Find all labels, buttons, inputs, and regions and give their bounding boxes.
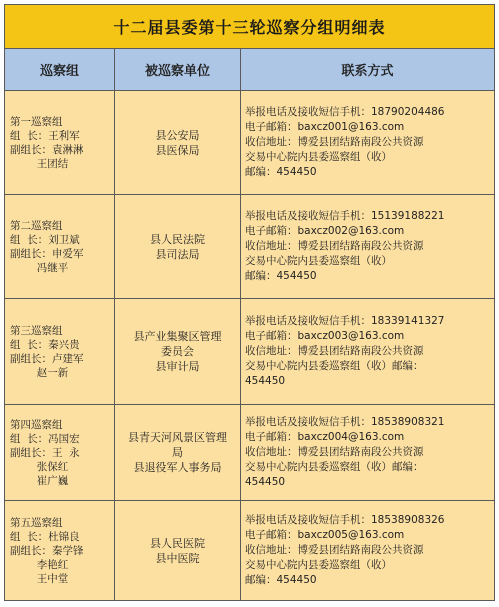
unit-line: 委员会 — [161, 345, 194, 358]
group-line: 第一巡察组 — [10, 115, 63, 128]
contact-line: 收信地址：博爱县团结路南段公共资源 — [245, 136, 424, 148]
contact-cell — [241, 91, 494, 194]
group-cell — [5, 91, 115, 194]
contact-line: 454450 — [245, 476, 286, 488]
contact-line: 电子邮箱：baxcz005@163.com — [245, 529, 405, 541]
group-line: 组 长：冯国宏 — [10, 432, 80, 445]
unit-line: 县医保局 — [155, 143, 200, 157]
contact-cell — [241, 405, 494, 500]
group-line: 组 长：杜锦良 — [10, 530, 80, 543]
group-line: 组 长：刘卫斌 — [10, 233, 80, 246]
contact-line: 交易中心院内县委巡察组（收） — [245, 151, 392, 163]
unit-line: 县中医院 — [155, 551, 200, 565]
contact-line: 举报电话及接收短信手机：18790204486 — [245, 106, 445, 118]
unit-line: 县司法局 — [155, 247, 200, 261]
group-line: 崔广巍 — [10, 474, 69, 487]
contact-line: 收信地址：博爱县团结路南段公共资源 — [245, 240, 424, 252]
group-line: 第三巡察组 — [10, 324, 63, 337]
unit-line: 县审计局 — [155, 360, 200, 373]
group-line: 第二巡察组 — [10, 219, 63, 232]
unit-line: 局 — [172, 446, 183, 459]
contact-line: 交易中心院内县委巡察组（收）邮编： — [245, 360, 424, 372]
group-cell — [5, 299, 115, 404]
unit-cell — [115, 405, 241, 500]
unit-line: 县退役军人事务局 — [133, 461, 222, 474]
header-row — [5, 49, 494, 91]
unit-cell — [115, 91, 241, 194]
header-contact: 联系方式 — [341, 64, 394, 79]
group-line: 副组长：王 永 — [10, 446, 80, 459]
group-cell — [5, 195, 115, 298]
table-title: 十二届县委第十三轮巡察分组明细表 — [5, 5, 494, 49]
group-line: 副组长：卢建军 — [10, 352, 84, 365]
unit-line: 县人民法院 — [150, 232, 205, 246]
contact-line: 举报电话及接收短信手机：18538908321 — [245, 416, 445, 428]
contact-cell — [241, 195, 494, 298]
unit-line: 县公安局 — [155, 128, 200, 142]
contact-line: 举报电话及接收短信手机：18339141327 — [245, 315, 445, 327]
unit-line: 县人民医院 — [150, 536, 205, 550]
inspection-table — [4, 4, 495, 601]
contact-line: 电子邮箱：baxcz002@163.com — [245, 225, 405, 237]
table-row — [5, 405, 494, 501]
group-line: 王团结 — [10, 157, 69, 170]
group-line: 张保红 — [10, 460, 69, 473]
table-row — [5, 299, 494, 405]
header-unit: 被巡察单位 — [115, 49, 241, 90]
contact-line: 邮编：454450 — [245, 166, 317, 178]
group-cell — [5, 501, 115, 600]
table-row — [5, 195, 494, 299]
contact-line: 收信地址：博爱县团结路南段公共资源 — [245, 345, 424, 357]
group-line: 冯继平 — [10, 261, 69, 274]
table-row — [5, 501, 494, 600]
contact-line: 电子邮箱：baxcz003@163.com — [245, 330, 405, 342]
contact-line: 交易中心院内县委巡察组（收） — [245, 255, 392, 267]
group-cell — [5, 405, 115, 500]
unit-line: 县产业集聚区管理 — [133, 330, 222, 343]
contact-line: 收信地址：博爱县团结路南段公共资源 — [245, 544, 424, 556]
contact-line: 举报电话及接收短信手机：15139188221 — [245, 210, 445, 222]
group-line: 第五巡察组 — [10, 516, 63, 529]
group-line: 李艳红 — [10, 558, 69, 571]
contact-line: 交易中心院内县委巡察组（收）邮编： — [245, 461, 424, 473]
group-line: 副组长：秦学锋 — [10, 544, 84, 557]
contact-line: 电子邮箱：baxcz001@163.com — [245, 121, 405, 133]
group-line: 王中堂 — [10, 572, 69, 585]
unit-cell — [115, 299, 241, 404]
contact-line: 收信地址：博爱县团结路南段公共资源 — [245, 446, 424, 458]
header-group: 巡察组 — [5, 49, 115, 90]
unit-line: 县青天河风景区管理 — [128, 431, 227, 444]
group-line: 副组长：申爱军 — [10, 247, 84, 260]
contact-cell — [241, 501, 494, 600]
contact-line: 邮编：454450 — [245, 270, 317, 282]
group-line: 组 长：秦兴贵 — [10, 338, 80, 351]
table-row — [5, 91, 494, 195]
contact-line: 邮编：454450 — [245, 574, 317, 586]
group-line: 赵一新 — [10, 366, 69, 379]
group-line: 组 长：王利军 — [10, 129, 80, 142]
contact-line: 454450 — [245, 375, 286, 387]
unit-cell — [115, 501, 241, 600]
group-line: 第四巡察组 — [10, 418, 63, 431]
contact-line: 举报电话及接收短信手机：18538908326 — [245, 514, 445, 526]
contact-line: 电子邮箱：baxcz004@163.com — [245, 431, 405, 443]
contact-line: 交易中心院内县委巡察组（收） — [245, 559, 392, 571]
contact-cell — [241, 299, 494, 404]
group-line: 副组长：袁淋淋 — [10, 143, 84, 156]
unit-cell — [115, 195, 241, 298]
